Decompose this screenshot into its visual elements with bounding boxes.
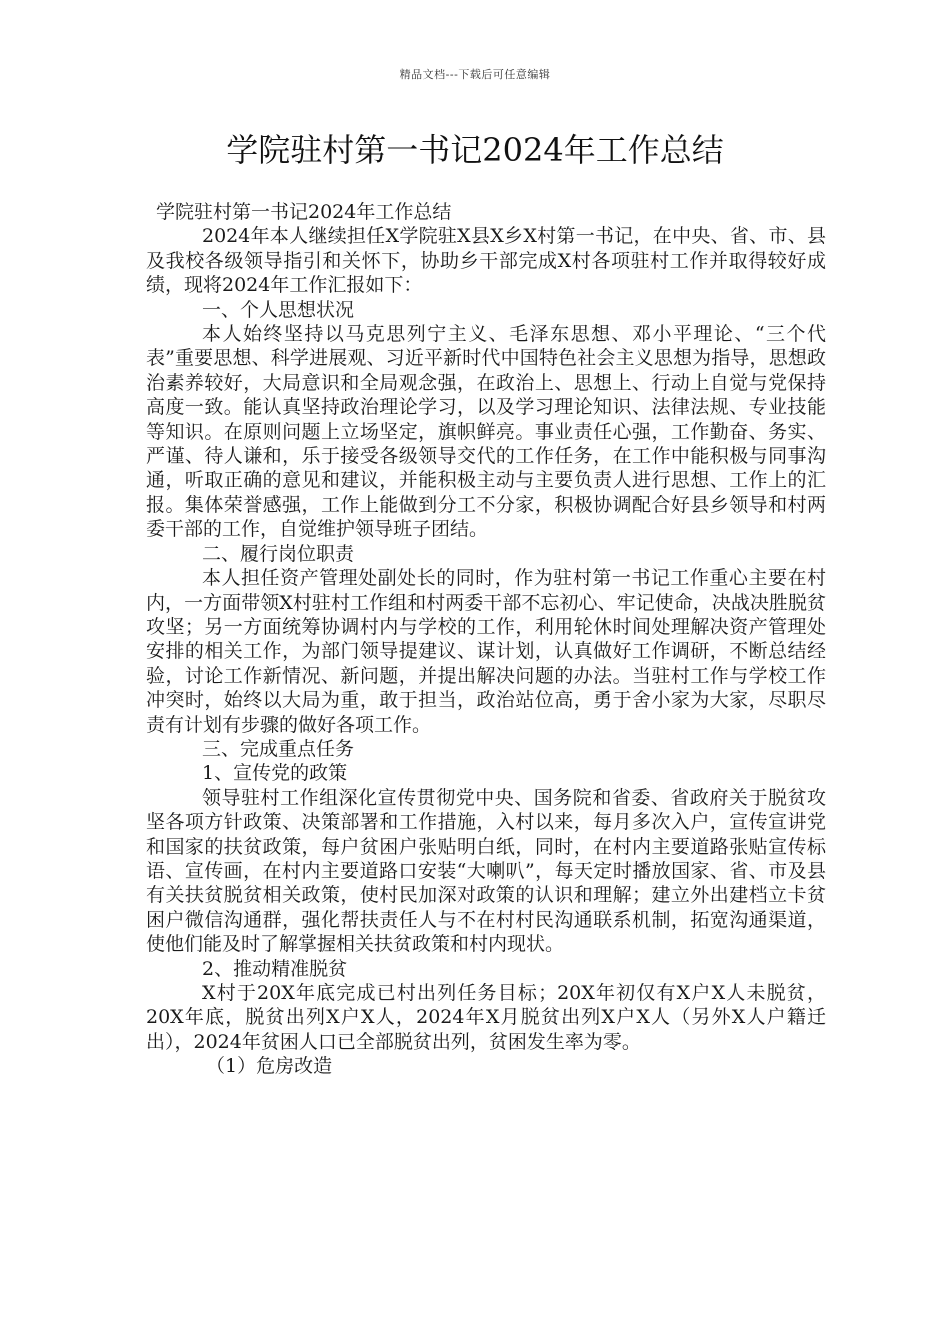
poverty-paragraph: X村于20X年底完成已村出列任务目标；20X年初仅有X户X人未脱贫，20X年底，脱贫出列X户X人，2024年X月脱贫出列X户X人（另外X人户籍迁出），2024年贫困人口已全部脱贫出列，贫困发生率为零。 (146, 982, 826, 1053)
document-subtitle: 学院驻村第一书记2024年工作总结 (156, 201, 452, 223)
section-heading-ideology: 一、个人思想状况 (202, 298, 355, 321)
ideology-paragraph: 本人始终坚持以马克思列宁主义、毛泽东思想、邓小平理论、“三个代表”重要思想、科学进展观、习近平新时代中国特色社会主义思想为指导，思想政治素养较好，大局意识和全局观念强，在政治上、思想上、行动上自觉与党保持高度一致。能认真坚持政治理论学习，以及学习理论知识、法律法规、专业技能等知识。在原则问题上立场坚定，旗帜鲜亮。事业责任心强，工作勤奋、务实、严谨、待人谦和，乐于接受各级领导交代的工作任务，在工作中能积极与同事沟通，听取正确的意见和建议，并能积极主动与主要负责人进行思想、工作上的汇报。集体荣誉感强，工作上能做到分工不分家，积极协调配合好县乡领导和村两委干部的工作，自觉维护领导班子团结。 (146, 323, 826, 541)
document-title: 学院驻村第一书记2024年工作总结 (226, 131, 724, 169)
item-heading-housing: （1）危房改造 (206, 1055, 333, 1078)
subsection-heading-poverty: 2、推动精准脱贫 (202, 957, 348, 980)
policy-paragraph: 领导驻村工作组深化宣传贯彻党中央、国务院和省委、省政府关于脱贫攻坚各项方针政策、决策部署和工作措施，入村以来，每月多次入户，宣传宣讲党和国家的扶贫政策，每户贫困户张贴明白纸，同时，在村内主要道路张贴宣传标语、宣传画，在村内主要道路口安装“大喇叭”，每天定时播放国家、省、市及县有关扶贫脱贫相关政策，使村民加深对政策的认识和理解；建立外出建档立卡贫困户微信沟通群，强化帮扶责任人与不在村村民沟通联系机制，拓宽沟通渠道，使他们能及时了解掌握相关扶贫政策和村内现状。 (146, 786, 826, 956)
section-heading-duties: 二、履行岗位职责 (202, 542, 355, 565)
duties-paragraph: 本人担任资产管理处副处长的同时，作为驻村第一书记工作重心主要在村内，一方面带领X村驻村工作组和村两委干部不忘初心、牢记使命，决战决胜脱贫攻坚；另一方面统筹协调村内与学校的工作，利用轮休时间处理解决资产管理处安排的相关工作，为部门领导提建议、谋计划，认真做好工作调研，不断总结经验，讨论工作新情况、新问题，并提出解决问题的办法。当驻村工作与学校工作冲突时，始终以大局为重，敢于担当，政治站位高，勇于舍小家为大家，尽职尽责有计划有步骤的做好各项工作。 (146, 567, 826, 736)
intro-paragraph: 2024年本人继续担任X学院驻X县X乡X村第一书记，在中央、省、市、县及我校各级领导指引和关怀下，协助乡干部完成X村各项驻村工作并取得较好成绩，现将2024年工作汇报如下： (146, 225, 826, 297)
document-body (146, 200, 826, 1079)
page-header-note: 精品文档---下载后可任意编辑 (399, 68, 551, 81)
section-heading-key-tasks: 三、完成重点任务 (202, 737, 355, 760)
subsection-heading-policy: 1、宣传党的政策 (202, 762, 348, 785)
